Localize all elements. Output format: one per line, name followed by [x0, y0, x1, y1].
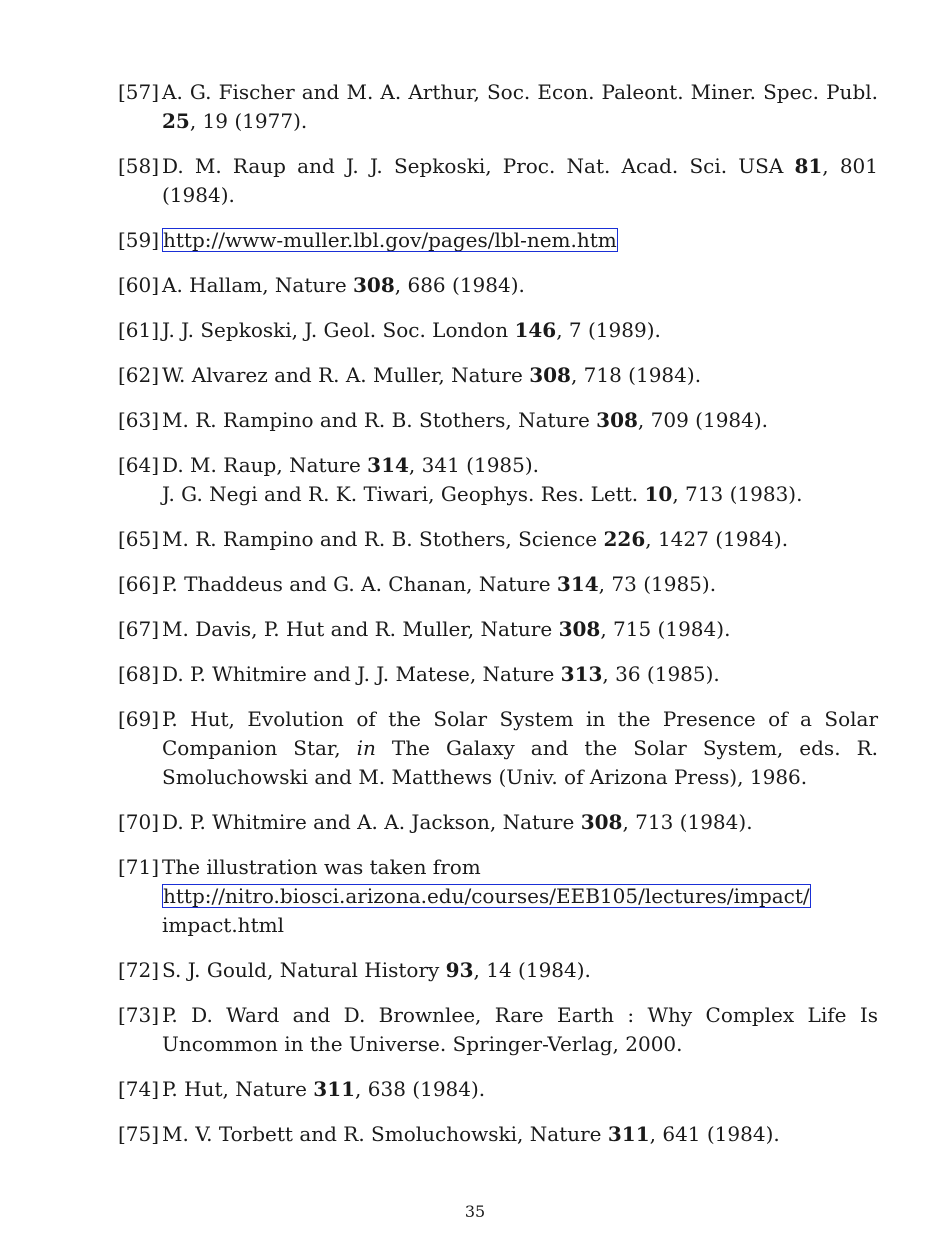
reference-text [162, 1001, 878, 1059]
volume-number: 311 [313, 1077, 356, 1101]
reference-item [118, 271, 878, 300]
reference-list [118, 78, 878, 1165]
citation-text: The Galaxy and the Solar System, eds. R. Smoluchowski and M. Matthews (Univ. of Arizona Press), 1986. [162, 736, 878, 789]
reference-number: [72] [118, 958, 160, 982]
reference-item [118, 78, 878, 136]
citation-text: , 713 (1983). [672, 482, 803, 506]
citation-text: S. J. Gould, Natural History [162, 958, 446, 982]
reference-item [118, 316, 878, 345]
volume-number: 81 [794, 154, 823, 178]
reference-item [118, 451, 878, 509]
citation-text: , 19 (1977). [189, 109, 308, 133]
citation-text: D. P. Whitmire and J. J. Matese, Nature [162, 662, 561, 686]
citation-text: D. M. Raup, Nature [162, 453, 368, 477]
reference-number: [75] [118, 1122, 160, 1146]
reference-item [118, 361, 878, 390]
citation-text: , 686 (1984). [394, 273, 525, 297]
citation-text: P. Hut, Evolution of the Solar System in the Presence of a Solar Companion Star, [162, 707, 878, 760]
citation-text: , 709 (1984). [637, 408, 769, 432]
reference-url-link[interactable]: http://www-muller.lbl.gov/pages/lbl-nem.htm [163, 228, 617, 252]
reference-item [118, 1120, 878, 1149]
citation-text: , 36 (1985). [602, 662, 720, 686]
italic-text: in [356, 736, 376, 760]
citation-text: M. R. Rampino and R. B. Stothers, Science [162, 527, 604, 551]
reference-item [118, 660, 878, 689]
volume-number: 313 [560, 662, 603, 686]
citation-text: D. M. Raup and J. J. Sepkoski, Proc. Nat. Acad. Sci. USA [162, 154, 795, 178]
volume-number: 308 [353, 273, 395, 297]
reference-item [118, 1001, 878, 1059]
reference-text [162, 808, 878, 837]
reference-text [162, 406, 878, 435]
volume-number: 314 [556, 572, 599, 596]
reference-text [162, 615, 878, 644]
citation-text: , 713 (1984). [622, 810, 753, 834]
reference-number: [62] [118, 363, 160, 387]
citation-text: The illustration was taken from [162, 855, 481, 879]
citation-text: M. R. Rampino and R. B. Stothers, Nature [162, 408, 597, 432]
reference-item [118, 406, 878, 435]
reference-number: [64] [118, 453, 160, 477]
reference-number: [73] [118, 1003, 160, 1027]
reference-item [118, 152, 878, 210]
citation-text: , 73 (1985). [598, 572, 717, 596]
volume-number: 308 [580, 810, 623, 834]
citation-text: M. Davis, P. Hut and R. Muller, Nature [162, 617, 559, 641]
reference-text [162, 78, 878, 136]
reference-number: [74] [118, 1077, 160, 1101]
reference-item [118, 1075, 878, 1104]
page-number: 35 [464, 1202, 486, 1221]
reference-number: [58] [118, 154, 160, 178]
reference-number: [70] [118, 810, 160, 834]
reference-number: [63] [118, 408, 160, 432]
reference-number: [71] [118, 855, 160, 879]
reference-number: [57] [118, 80, 160, 104]
reference-item [118, 525, 878, 554]
citation-text: , 341 (1985). [408, 453, 540, 477]
citation-text: , 718 (1984). [570, 363, 702, 387]
reference-text [162, 705, 878, 792]
volume-number: 308 [529, 363, 571, 387]
reference-text [162, 451, 878, 509]
volume-number: 308 [558, 617, 601, 641]
reference-text [162, 226, 878, 255]
reference-text [162, 660, 878, 689]
reference-text [162, 853, 878, 940]
reference-text [162, 1120, 878, 1149]
citation-text: , 715 (1984). [600, 617, 731, 641]
reference-text [162, 570, 878, 599]
reference-url-link[interactable]: http://nitro.biosci.arizona.edu/courses/EEB105/lectures/impact/ [163, 884, 810, 908]
citation-text: D. P. Whitmire and A. A. Jackson, Nature [162, 810, 581, 834]
citation-text: A. G. Fischer and M. A. Arthur, Soc. Econ. Paleont. Miner. Spec. Publ. [162, 80, 878, 104]
reference-text [162, 271, 878, 300]
reference-number: [66] [118, 572, 160, 596]
reference-item [118, 615, 878, 644]
volume-number: 10 [644, 482, 673, 506]
reference-text [162, 525, 878, 554]
citation-text: , 1427 (1984). [645, 527, 789, 551]
reference-text [162, 1075, 878, 1104]
citation-text: , 801 (1984). [162, 154, 879, 207]
citation-text: , 14 (1984). [473, 958, 591, 982]
citation-text: M. V. Torbett and R. Smoluchowski, Nature [162, 1122, 608, 1146]
reference-item [118, 956, 878, 985]
citation-text: P. Hut, Nature [162, 1077, 314, 1101]
citation-text: P. D. Ward and D. Brownlee, Rare Earth : Why Complex Life Is Uncommon in the Universe. Springer-Verlag, 2000. [162, 1003, 878, 1056]
reference-text [162, 361, 878, 390]
reference-item [118, 226, 878, 255]
reference-number: [59] [118, 228, 160, 252]
volume-number: 146 [514, 318, 557, 342]
reference-number: [60] [118, 273, 160, 297]
citation-text: P. Thaddeus and G. A. Chanan, Nature [162, 572, 557, 596]
citation-text: J. J. Sepkoski, J. Geol. Soc. London [162, 318, 515, 342]
reference-text [162, 152, 878, 210]
reference-number: [61] [118, 318, 160, 342]
reference-text [162, 956, 878, 985]
citation-text: , 641 (1984). [649, 1122, 780, 1146]
citation-text: J. G. Negi and R. K. Tiwari, Geophys. Res. Lett. [162, 482, 645, 506]
citation-text: W. Alvarez and R. A. Muller, Nature [162, 363, 530, 387]
reference-number: [68] [118, 662, 160, 686]
citation-text: , 638 (1984). [355, 1077, 486, 1101]
reference-item [118, 705, 878, 792]
citation-text: , 7 (1989). [556, 318, 661, 342]
citation-text: impact.html [162, 913, 284, 937]
volume-number: 93 [445, 958, 474, 982]
reference-item [118, 570, 878, 599]
reference-item [118, 853, 878, 940]
reference-number: [69] [118, 707, 160, 731]
volume-number: 25 [162, 109, 190, 133]
reference-number: [67] [118, 617, 160, 641]
volume-number: 226 [603, 527, 646, 551]
citation-text: A. Hallam, Nature [162, 273, 354, 297]
volume-number: 308 [596, 408, 638, 432]
reference-text [162, 316, 878, 345]
volume-number: 314 [367, 453, 409, 477]
volume-number: 311 [607, 1122, 650, 1146]
reference-item [118, 808, 878, 837]
reference-number: [65] [118, 527, 160, 551]
